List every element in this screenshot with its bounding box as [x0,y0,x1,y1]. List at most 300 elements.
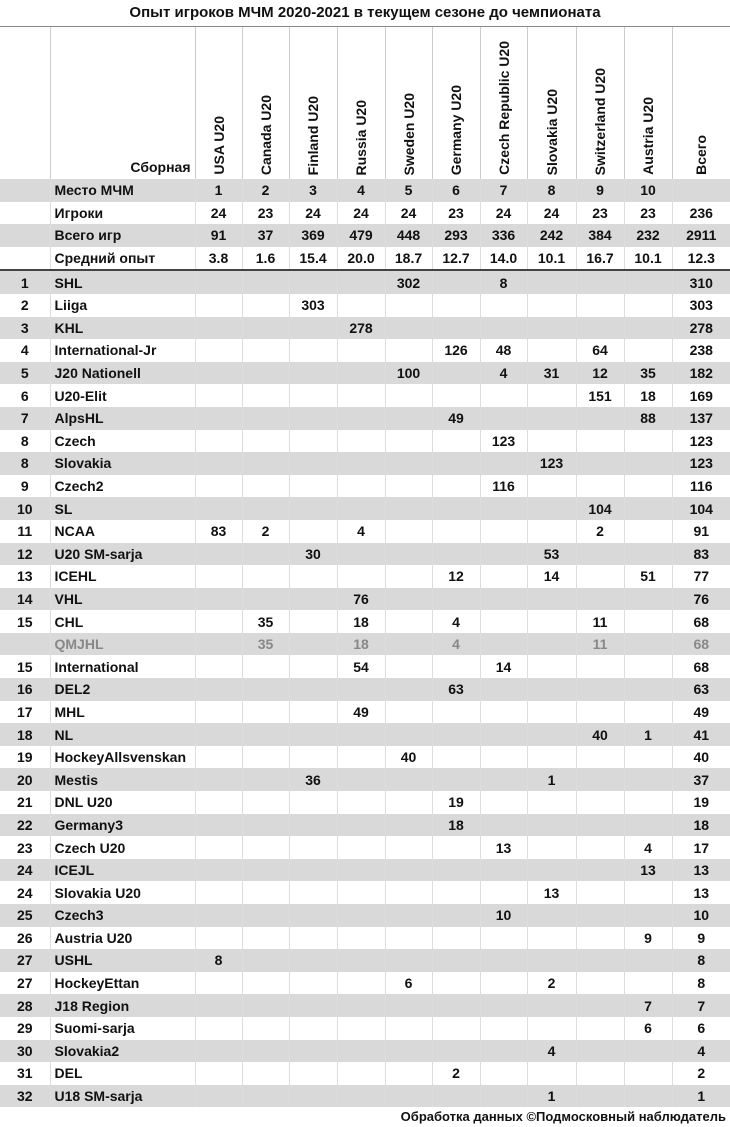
games-value [624,610,672,633]
games-value [289,270,337,294]
games-value: 4 [527,1040,576,1063]
league-name: International [50,655,195,678]
games-value [242,972,289,995]
games-value [242,1017,289,1040]
games-value: 14 [527,565,576,588]
summary-value: 24 [527,202,576,225]
games-value [576,949,624,972]
league-row [0,836,730,859]
games-value [576,1017,624,1040]
games-value [289,1062,337,1085]
games-value [432,588,480,611]
games-value: 310 [672,270,730,294]
games-value [432,475,480,498]
games-value [624,588,672,611]
team-header [624,27,672,179]
games-value [242,565,289,588]
summary-value: 12.7 [432,247,480,271]
games-value [195,497,242,520]
games-value [242,791,289,814]
games-value [195,475,242,498]
games-value: 10 [672,904,730,927]
games-value [576,791,624,814]
games-value [289,949,337,972]
team-header [195,27,242,179]
games-value [242,294,289,317]
summary-value: 1.6 [242,247,289,271]
games-value [480,1040,527,1063]
games-value [432,543,480,566]
games-value [576,904,624,927]
games-value: 18 [672,814,730,837]
games-value [624,814,672,837]
games-value [480,701,527,724]
games-value [337,497,385,520]
games-value: 4 [432,633,480,656]
games-value [195,565,242,588]
league-rank: 23 [16,839,33,856]
games-value: 12 [576,362,624,385]
games-value [289,994,337,1017]
league-name: CHL [50,610,195,633]
games-value [527,520,576,543]
games-value [289,610,337,633]
games-value [576,543,624,566]
games-value [480,520,527,543]
games-value [480,317,527,340]
games-value [195,362,242,385]
games-value [337,746,385,769]
league-rank: 6 [20,387,29,404]
games-value [432,1017,480,1040]
games-value [289,362,337,385]
games-value: 123 [527,452,576,475]
games-value [576,475,624,498]
team-header-row [0,27,730,179]
games-value [432,972,480,995]
games-value [195,633,242,656]
summary-value: 6 [432,179,480,202]
games-value [195,294,242,317]
games-value [337,768,385,791]
games-value [385,1017,432,1040]
games-value [624,543,672,566]
games-value [242,723,289,746]
games-value [385,881,432,904]
games-value [195,814,242,837]
summary-value: 23 [576,202,624,225]
games-value [242,994,289,1017]
games-value [242,701,289,724]
games-value [195,768,242,791]
summary-value: 20.0 [337,247,385,271]
games-value [624,339,672,362]
games-value: 54 [337,655,385,678]
games-value [432,723,480,746]
summary-section [0,179,730,270]
games-value [624,972,672,995]
team-header [672,27,730,179]
games-value [576,407,624,430]
games-value [289,475,337,498]
games-value [527,678,576,701]
games-value: 83 [672,543,730,566]
games-value [432,1085,480,1108]
games-value [624,294,672,317]
games-value [289,565,337,588]
team-header [576,27,624,179]
league-name: Austria U20 [50,927,195,950]
games-value [242,588,289,611]
games-value [385,610,432,633]
games-value: 19 [672,791,730,814]
games-value [624,475,672,498]
league-name: VHL [50,588,195,611]
games-value [337,384,385,407]
summary-value: 336 [480,224,527,247]
games-value [242,678,289,701]
games-value: 1 [672,1085,730,1108]
games-value [195,881,242,904]
games-value: 104 [672,497,730,520]
league-row [0,520,730,543]
league-name: ICEJL [50,859,195,882]
games-value [527,1017,576,1040]
games-value [337,904,385,927]
games-value: 137 [672,407,730,430]
summary-value: 24 [195,202,242,225]
games-value: 2 [527,972,576,995]
games-value [576,452,624,475]
games-value [195,723,242,746]
games-value: 17 [672,836,730,859]
games-value [242,949,289,972]
games-value [624,430,672,453]
games-value [576,430,624,453]
games-value [195,701,242,724]
games-value [624,497,672,520]
league-rank: 11 [17,523,33,540]
summary-row [0,179,730,202]
games-value: 49 [672,701,730,724]
league-rank: 18 [0,723,50,746]
summary-value: 10.1 [527,247,576,271]
games-value: 169 [672,384,730,407]
league-name: SL [50,497,195,520]
team-name: Austria U20 [640,97,656,175]
games-value [432,452,480,475]
games-value [527,701,576,724]
games-value: 2 [576,520,624,543]
games-value [195,384,242,407]
games-value [576,294,624,317]
league-row [0,270,730,294]
games-value: 49 [337,701,385,724]
games-value [527,270,576,294]
league-row [0,972,730,995]
games-value [480,407,527,430]
games-value: 2 [432,1062,480,1085]
games-value [242,836,289,859]
league-rank: 26 [16,929,33,946]
games-value [242,1040,289,1063]
games-value: 2 [672,1062,730,1085]
team-name: USA U20 [210,116,227,175]
games-value [289,430,337,453]
games-value [527,927,576,950]
games-value [480,881,527,904]
summary-value: 8 [527,179,576,202]
games-value [337,543,385,566]
games-value [337,972,385,995]
games-value: 123 [672,452,730,475]
games-value [432,270,480,294]
summary-value: 24 [337,202,385,225]
games-value [576,927,624,950]
games-value [337,927,385,950]
footer-credit: Обработка данных ©Подмосковный наблюдатель [400,1109,726,1124]
games-value: 63 [672,678,730,701]
games-value [576,270,624,294]
games-value [289,633,337,656]
games-value [480,565,527,588]
games-value [242,270,289,294]
summary-value: 24 [385,202,432,225]
games-value [480,678,527,701]
games-value [289,452,337,475]
games-value [195,1017,242,1040]
games-value [527,723,576,746]
summary-value: 9 [576,179,624,202]
games-value: 6 [624,1017,672,1040]
games-value [480,452,527,475]
games-value [195,1062,242,1085]
league-rank: 16 [0,678,50,701]
games-value [527,407,576,430]
games-value [242,859,289,882]
games-value [527,1062,576,1085]
games-value [527,384,576,407]
league-row [0,994,730,1017]
league-row [0,294,730,317]
games-value [527,949,576,972]
games-value [337,723,385,746]
games-value [242,452,289,475]
summary-value: 3.8 [195,247,242,271]
games-value [576,701,624,724]
league-name: U20 SM-sarja [50,543,195,566]
league-row [0,317,730,340]
games-value: 238 [672,339,730,362]
games-value: 2 [242,520,289,543]
league-rank: 2 [20,297,29,314]
league-name: Czech3 [50,904,195,927]
games-value [527,633,576,656]
games-value: 18 [337,610,385,633]
games-value [480,814,527,837]
games-value [289,678,337,701]
games-value [624,1040,672,1063]
games-value [242,497,289,520]
games-value: 91 [672,520,730,543]
games-value [624,633,672,656]
games-value [195,836,242,859]
games-value [337,565,385,588]
games-value: 11 [576,610,624,633]
league-rank: 22 [0,814,50,837]
summary-value: 232 [624,224,672,247]
games-value [289,520,337,543]
games-value [385,655,432,678]
games-value [527,339,576,362]
games-value [624,655,672,678]
games-value [527,294,576,317]
league-name: International-Jr [50,339,195,362]
league-name: DNL U20 [50,791,195,814]
league-name: DEL [50,1062,195,1085]
games-value [337,994,385,1017]
team-name: Finland U20 [305,95,321,175]
games-value [432,927,480,950]
games-value [624,746,672,769]
games-value [576,859,624,882]
games-value [624,881,672,904]
league-row [0,565,730,588]
games-value [337,1062,385,1085]
games-value: 4 [432,610,480,633]
games-value [527,904,576,927]
games-value: 151 [576,384,624,407]
games-value: 88 [624,407,672,430]
games-value [289,859,337,882]
league-name: HockeyAllsvenskan [50,746,195,769]
games-value [432,746,480,769]
games-value [289,1040,337,1063]
games-value [385,701,432,724]
league-row [0,859,730,882]
games-value: 8 [672,949,730,972]
league-rank: 15 [16,658,33,675]
games-value: 13 [480,836,527,859]
league-rank: 17 [16,703,33,720]
games-value [432,520,480,543]
league-name: ICEHL [50,565,195,588]
games-value: 18 [432,814,480,837]
league-rank: 31 [16,1065,33,1082]
games-value [337,362,385,385]
games-value [385,452,432,475]
games-value [624,520,672,543]
summary-value: 448 [385,224,432,247]
games-value [527,430,576,453]
games-value [195,1040,242,1063]
games-value [195,927,242,950]
games-value: 6 [385,972,432,995]
league-row [0,746,730,769]
league-section [0,270,730,1107]
team-header [337,27,385,179]
games-value [337,1017,385,1040]
summary-value: 24 [289,202,337,225]
games-value [576,588,624,611]
games-value [624,791,672,814]
games-value [242,317,289,340]
games-value [337,339,385,362]
games-value [432,881,480,904]
games-value [432,384,480,407]
games-value [576,655,624,678]
games-value: 302 [385,270,432,294]
page-title: Опыт игроков МЧМ 2020-2021 в текущем сезоне до чемпионата [0,0,730,27]
league-row [0,904,730,927]
games-value [432,904,480,927]
games-value: 40 [576,723,624,746]
games-value: 116 [480,475,527,498]
games-value: 7 [624,994,672,1017]
league-rank: 8 [0,452,50,475]
games-value [289,972,337,995]
games-value [289,701,337,724]
games-value [576,814,624,837]
league-row [0,927,730,950]
games-value [385,678,432,701]
games-value [289,836,337,859]
league-rank: 7 [0,407,50,430]
games-value [242,475,289,498]
games-value: 104 [576,497,624,520]
summary-value: 12.3 [672,247,730,271]
games-value [432,294,480,317]
games-value [432,859,480,882]
games-value: 51 [624,565,672,588]
games-value [432,994,480,1017]
games-value [195,610,242,633]
games-value: 68 [672,633,730,656]
games-value [432,655,480,678]
team-name: Germany U20 [448,84,464,175]
league-rank: 27 [0,949,50,972]
games-value: 13 [672,859,730,882]
games-value [432,430,480,453]
league-rank: 9 [20,478,29,495]
summary-value: 4 [337,179,385,202]
games-value [385,1062,432,1085]
games-value: 1 [527,768,576,791]
games-value [385,904,432,927]
games-value [624,270,672,294]
games-value [576,1040,624,1063]
games-value [624,678,672,701]
league-name: NCAA [50,520,195,543]
summary-value: 18.7 [385,247,432,271]
games-value [242,407,289,430]
games-value [289,904,337,927]
summary-value: 242 [527,224,576,247]
games-value [289,317,337,340]
games-value: 4 [624,836,672,859]
team-header [480,27,527,179]
league-row [0,949,730,972]
summary-value [672,179,730,202]
league-name: Mestis [50,768,195,791]
games-value [289,497,337,520]
league-name: U20-Elit [50,384,195,407]
games-value [480,1085,527,1108]
games-value [289,339,337,362]
league-name: DEL2 [50,678,195,701]
summary-label: Средний опыт [50,247,195,271]
league-row [0,475,730,498]
